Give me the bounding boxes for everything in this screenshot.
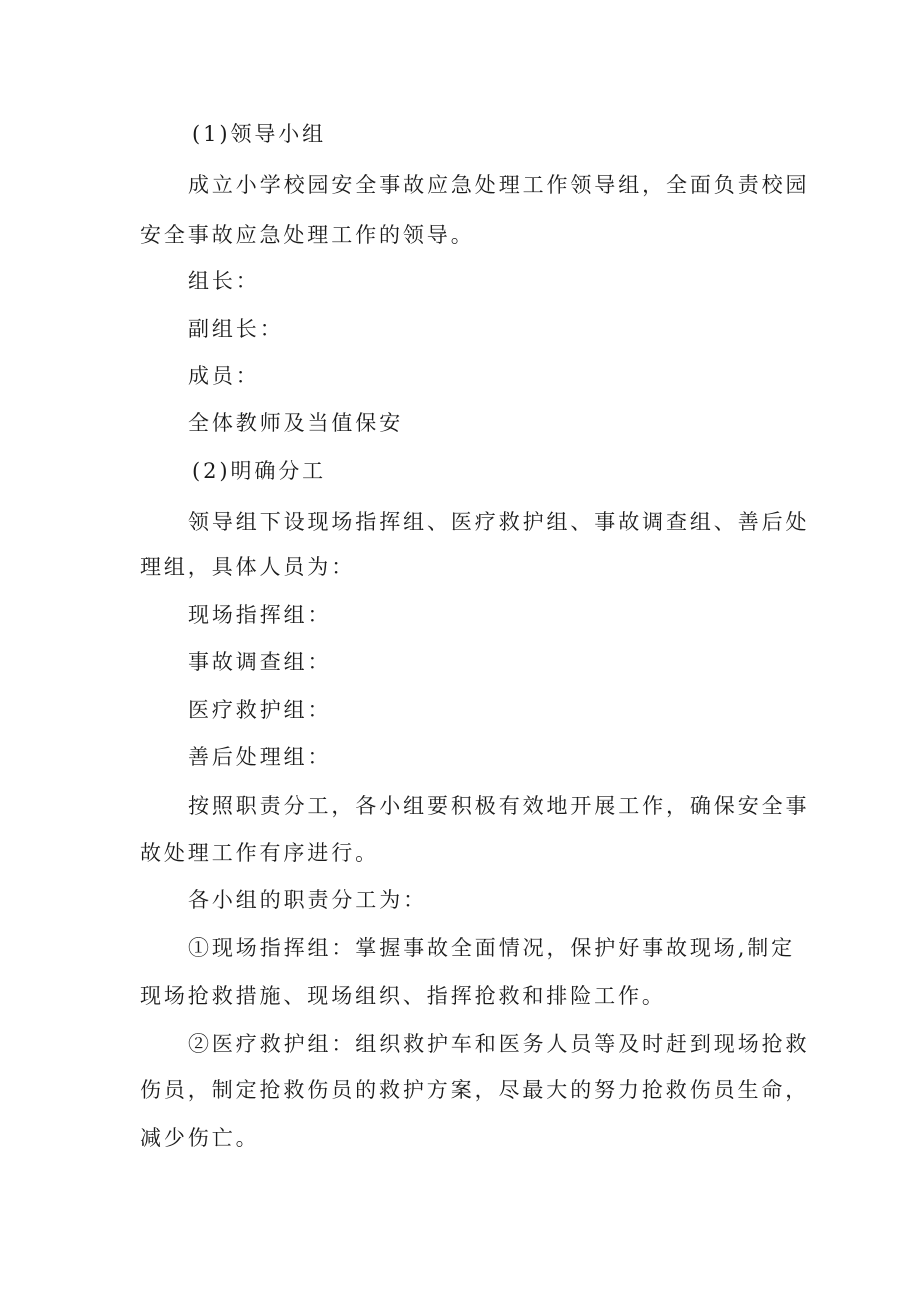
heading-leadership-group: (1)领导小组 — [192, 122, 327, 146]
paragraph-line: 减少伤亡。 — [140, 1126, 260, 1150]
paragraph-line: ②医疗救护组：组织救护车和医务人员等及时赶到现场抢救 — [188, 1032, 810, 1056]
paragraph-line: 领导组下设现场指挥组、医疗救护组、事故调查组、善后处 — [188, 510, 810, 534]
deputy-leader-label: 副组长： — [188, 317, 284, 341]
paragraph-line: ①现场指挥组：掌握事故全面情况，保护好事故现场,制定 — [188, 936, 796, 960]
members-label: 成员： — [188, 364, 260, 388]
paragraph-line: 故处理工作有序进行。 — [140, 841, 379, 865]
members-value: 全体教师及当值保安 — [188, 411, 404, 435]
paragraph-line: 成立小学校园安全事故应急处理工作领导组，全面负责校园 — [188, 173, 810, 197]
investigation-group-label: 事故调查组： — [188, 650, 332, 674]
medical-group-label: 医疗救护组： — [188, 698, 332, 722]
paragraph-line: 安全事故应急处理工作的领导。 — [140, 223, 475, 247]
paragraph-line: 按照职责分工，各小组要积极有效地开展工作，确保安全事 — [188, 794, 810, 818]
paragraph-line: 伤员，制定抢救伤员的救护方案，尽最大的努力抢救伤员生命， — [140, 1078, 810, 1102]
paragraph-line: 理组，具体人员为： — [140, 555, 356, 579]
paragraph-line: 现场抢救措施、现场组织、指挥抢救和排险工作。 — [140, 984, 666, 1008]
paragraph-line: 各小组的职责分工为： — [188, 888, 427, 912]
command-group-label: 现场指挥组： — [188, 603, 332, 627]
heading-division-of-labor: (2)明确分工 — [192, 459, 327, 483]
aftermath-group-label: 善后处理组： — [188, 745, 332, 769]
group-leader-label: 组长： — [188, 269, 260, 293]
